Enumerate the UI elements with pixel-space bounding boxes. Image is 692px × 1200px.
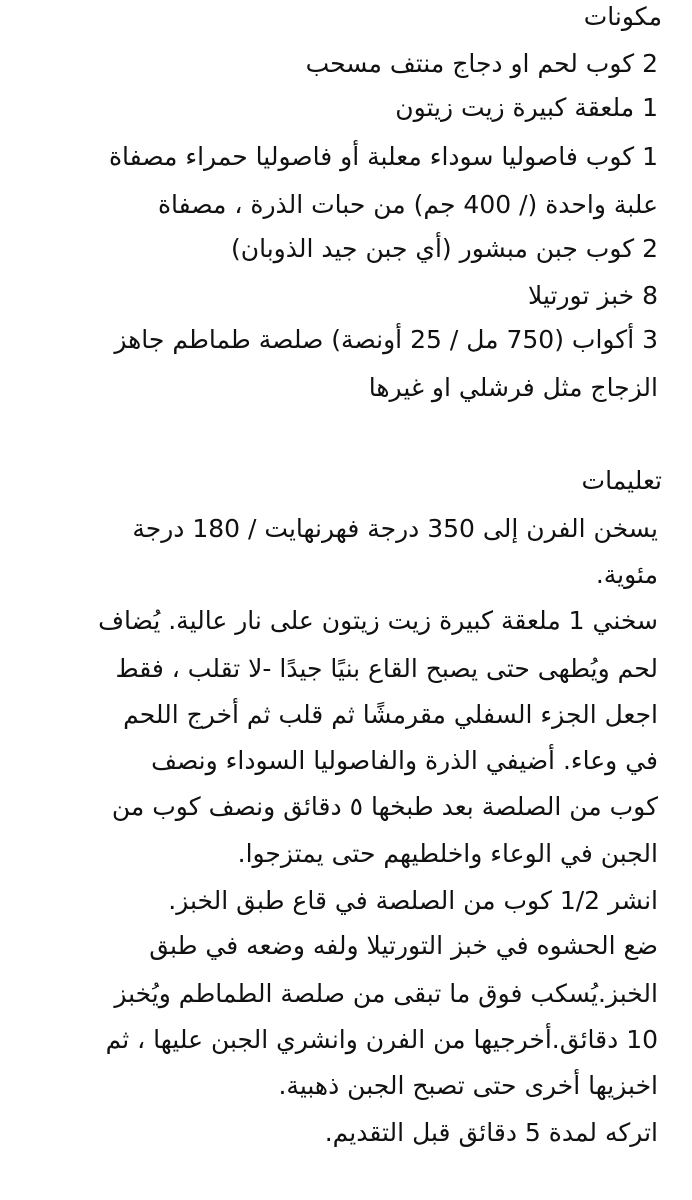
ingredient-line: 1 كوب فاصوليا سوداء معلبة أو فاصوليا حمراء مصفاة <box>108 142 658 171</box>
instruction-line: لحم ويُطهى حتى يصبح القاع بنيًا جيدًا -لا تقلب ، فقط <box>115 654 658 683</box>
ingredient-line: 2 كوب جبن مبشور (أي جبن جيد الذوبان) <box>230 234 658 263</box>
instruction-line: انشر 1/2 كوب من الصلصة في قاع طبق الخبز. <box>168 886 658 915</box>
instruction-line: 10 دقائق.أخرجيها من الفرن وانشري الجبن عليها ، ثم <box>105 1025 658 1054</box>
instruction-line: اجعل الجزء السفلي مقرمشًا ثم قلب ثم أخرج اللحم <box>123 700 658 729</box>
instruction-line: الخبز.يُسكب فوق ما تبقى من صلصة الطماطم ويُخبز <box>114 979 658 1008</box>
instruction-line: مئوية. <box>595 560 658 589</box>
instruction-line: يسخن الفرن إلى 350 درجة فهرنهايت / 180 درجة <box>132 514 658 543</box>
instructions-heading: تعليمات <box>581 466 662 495</box>
ingredient-line: 2 كوب لحم او دجاج منتف مسحب <box>305 49 658 78</box>
instruction-line: اخبزيها أخرى حتى تصبح الجبن ذهبية. <box>278 1071 658 1100</box>
ingredient-line: 3 أكواب (750 مل / 25 أونصة) صلصة طماطم جاهز <box>114 325 658 354</box>
ingredient-line: علبة واحدة (/ 400 جم) من حبات الذرة ، مصفاة <box>157 190 658 219</box>
ingredients-heading: مكونات <box>583 2 662 31</box>
instruction-line: سخني 1 ملعقة كبيرة زيت زيتون على نار عالية. يُضاف <box>98 606 658 635</box>
ingredient-line: 1 ملعقة كبيرة زيت زيتون <box>395 93 658 122</box>
instruction-line: الجبن في الوعاء واخلطيهم حتى يمتزجوا. <box>237 839 658 868</box>
ingredient-line: 8 خبز تورتيلا <box>528 281 658 310</box>
instruction-line: كوب من الصلصة بعد طبخها ٥ دقائق ونصف كوب من <box>111 792 658 821</box>
instruction-line: ضع الحشوه في خبز التورتيلا ولفه وضعه في طبق <box>149 931 658 960</box>
instruction-line: في وعاء. أضيفي الذرة والفاصوليا السوداء ونصف <box>151 746 658 775</box>
ingredient-line: الزجاج مثل فرشلي او غيرها <box>368 373 658 402</box>
instruction-line: اتركه لمدة 5 دقائق قبل التقديم. <box>324 1118 658 1147</box>
